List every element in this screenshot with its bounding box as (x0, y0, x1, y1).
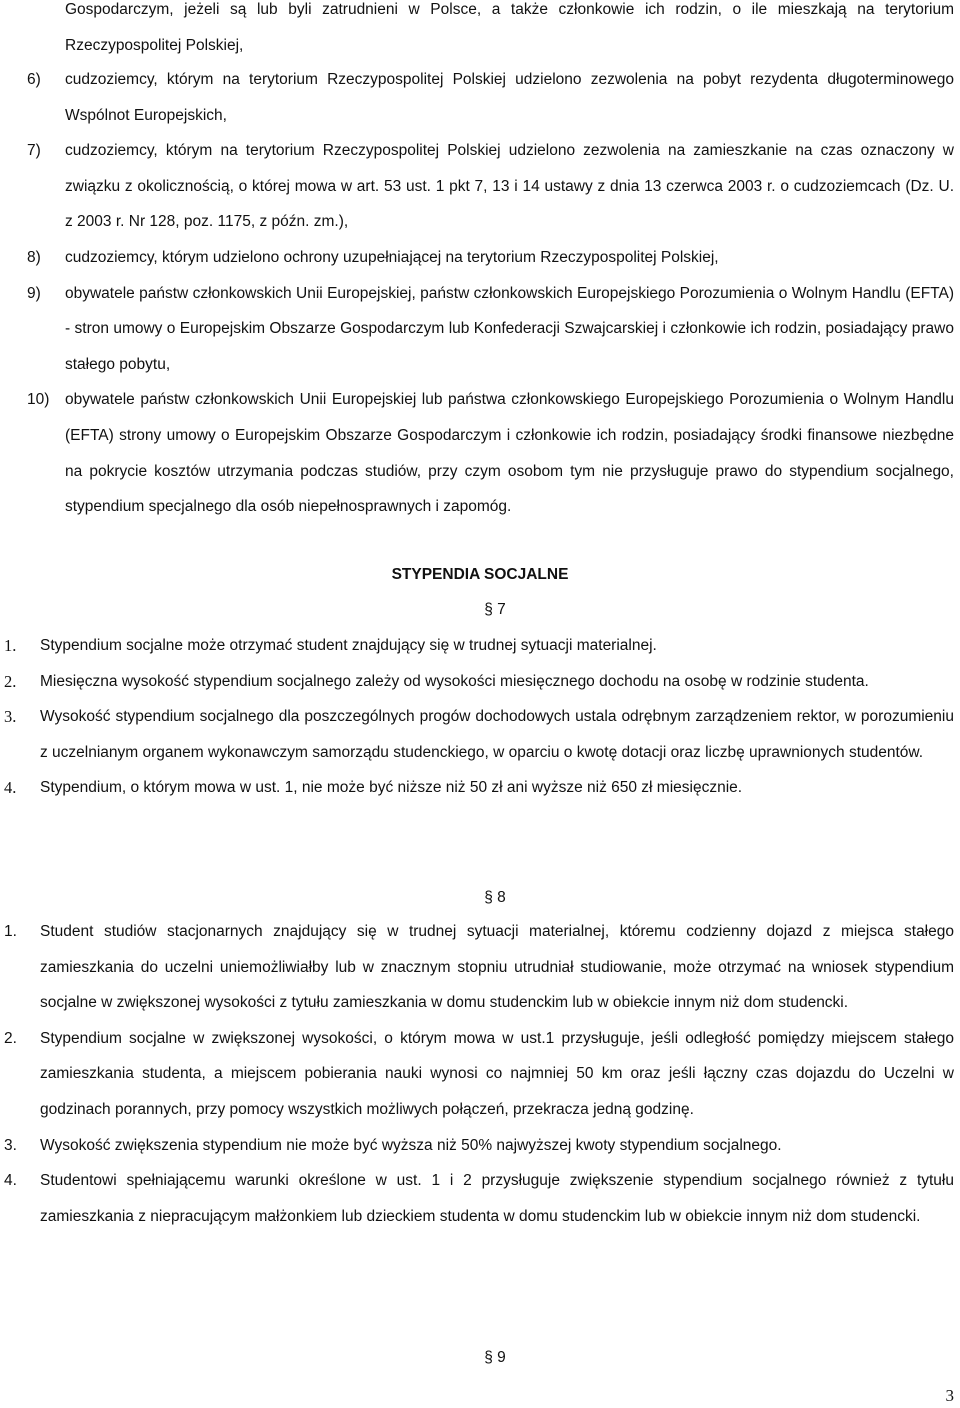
list-item (0, 276, 960, 383)
list-item (0, 770, 960, 806)
list-item (0, 1163, 960, 1234)
intro-continuation (65, 0, 954, 63)
item-text: Wysokość stypendium socjalnego dla poszczególnych progów dochodowych ustala odrębnym zarządzeniem rektor, w porozumieniu z uczelnianym organem wykonawczym samorządu studenckiego, w oparciu o kwotę dotacji oraz liczbę uprawnionych studentów. (40, 708, 954, 761)
paragraph-number: § 7 (484, 601, 506, 618)
item-text: Studentowi spełniającemu warunki określone w ust. 1 i 2 przysługuje zwiększenie stypendium socjalnego również z tytułu zamieszkania z niepracującym małżonkiem lub dzieckiem studenta w domu studenckim lub w obiekcie innym niż dom studencki. (40, 1172, 954, 1225)
item-number: 1. (4, 636, 17, 655)
item-text: obywatele państw członkowskich Unii Europejskiej, państw członkowskich Europejskiego Porozumienia o Wolnym Handlu (EFTA) - stron umowy o Europejskim Obszarze Gospodarczym lub Konfederacji Szwajcarskiej i członkowie ich rodzin, posiadający prawo stałego pobytu, (65, 284, 954, 373)
paragraph-7-marker (0, 592, 960, 628)
paragraph-7-list (0, 628, 960, 806)
list-item (0, 914, 960, 1021)
intro-text: Gospodarczym, jeżeli są lub byli zatrudnieni w Polsce, a także członkowie ich rodzin, o ile mieszkają na terytorium Rzeczypospolitej Polskiej, (65, 1, 954, 54)
paragraph-8-list (0, 914, 960, 1234)
paragraph-number: § 8 (484, 889, 506, 906)
paragraph-8-marker (0, 880, 960, 916)
page-number: 3 (945, 1386, 954, 1405)
item-text: cudzoziemcy, którym na terytorium Rzeczypospolitej Polskiej udzielono zezwolenia na pobyt rezydenta długoterminowego Wspólnot Europejskich, (65, 71, 954, 124)
item-text: cudzoziemcy, którym na terytorium Rzeczypospolitej Polskiej udzielono zezwolenia na zamieszkanie na czas oznaczony w związku z okolicznością, o której mowa w art. 53 ust. 1 pkt 7, 13 i 14 ustawy z dnia 13 czerwca 2003 r. o cudzoziemcach (Dz. U. z 2003 r. Nr 128, poz. 1175, z późn. zm.), (65, 142, 954, 231)
item-number: 2. (4, 1029, 17, 1047)
item-text: Stypendium, o którym mowa w ust. 1, nie może być niższe niż 50 zł ani wyższe niż 650 zł miesięcznie. (40, 779, 743, 797)
section-title: STYPENDIA SOCJALNE (391, 566, 569, 583)
list-item (0, 62, 960, 133)
item-text: Stypendium socjalne może otrzymać student znajdujący się w trudnej sytuacji materialnej. (40, 637, 657, 654)
list-item (0, 1021, 960, 1128)
item-text: obywatele państw członkowskich Unii Europejskiej lub państwa członkowskiego Europejskiego Porozumienia o Wolnym Handlu (EFTA) strony umowy o Europejskim Obszarze Gospodarczym i członkowie ich rodzin, posiadający środki finansowe niezbędne na pokrycie kosztów utrzymania podczas studiów, przy czym osobom tym nie przysługuje prawo do stypendium socjalnego, stypendium specjalnego dla osób niepełnosprawnych i zapomóg. (65, 391, 954, 516)
list-item (0, 699, 960, 770)
list-item (0, 664, 960, 700)
item-number: 4. (4, 1172, 17, 1190)
list-item (0, 628, 960, 664)
item-text: Wysokość zwiększenia stypendium nie może być wyższa niż 50% najwyższej kwoty stypendium socjalnego. (40, 1136, 782, 1154)
item-number: 3. (4, 1136, 17, 1154)
item-number: 2. (4, 671, 17, 691)
eligibility-list (0, 62, 960, 525)
item-number: 1. (4, 923, 17, 940)
item-text: cudzoziemcy, którym udzielono ochrony uzupełniającej na terytorium Rzeczypospolitej Polskiej, (65, 248, 719, 266)
item-number: 8) (27, 248, 41, 266)
item-text: Student studiów stacjonarnych znajdujący się w trudnej sytuacji materialnej, któremu codzienny dojazd z miejsca stałego zamieszkania do uczelni uniemożliwiałby lub w znacznym stopniu utrudniał studiowanie, może otrzymać na wniosek stypendium socjalne w zwiększonej wysokości z tytułu zamieszkania w domu studenckim lub w obiekcie innym niż dom studencki. (40, 923, 954, 1012)
list-item (0, 240, 960, 276)
item-number: 4. (4, 778, 17, 798)
list-item (0, 133, 960, 240)
item-number: 9) (27, 284, 41, 302)
item-number: 6) (27, 71, 41, 88)
item-number: 3. (4, 707, 17, 727)
paragraph-9-marker (0, 1340, 960, 1376)
list-item (0, 382, 960, 524)
item-text: Miesięczna wysokość stypendium socjalnego zależy od wysokości miesięcznego dochodu na osobę w rodzinie studenta. (40, 672, 869, 690)
list-item (0, 1128, 960, 1164)
paragraph-number: § 9 (484, 1349, 506, 1366)
item-number: 10) (27, 391, 50, 409)
item-text: Stypendium socjalne w zwiększonej wysokości, o którym mowa w ust.1 przysługuje, jeśli odległość pomiędzy miejscem stałego zamieszkania studenta, a miejscem pobierania nauki wynosi co najmniej 50 km oraz jeśli łączny czas dojazdu do Uczelni w godzinach porannych, przy pomocy wszystkich możliwych połączeń, przekracza jedną godzinę. (40, 1029, 954, 1118)
item-number: 7) (27, 142, 41, 160)
section-heading-block (0, 557, 960, 593)
